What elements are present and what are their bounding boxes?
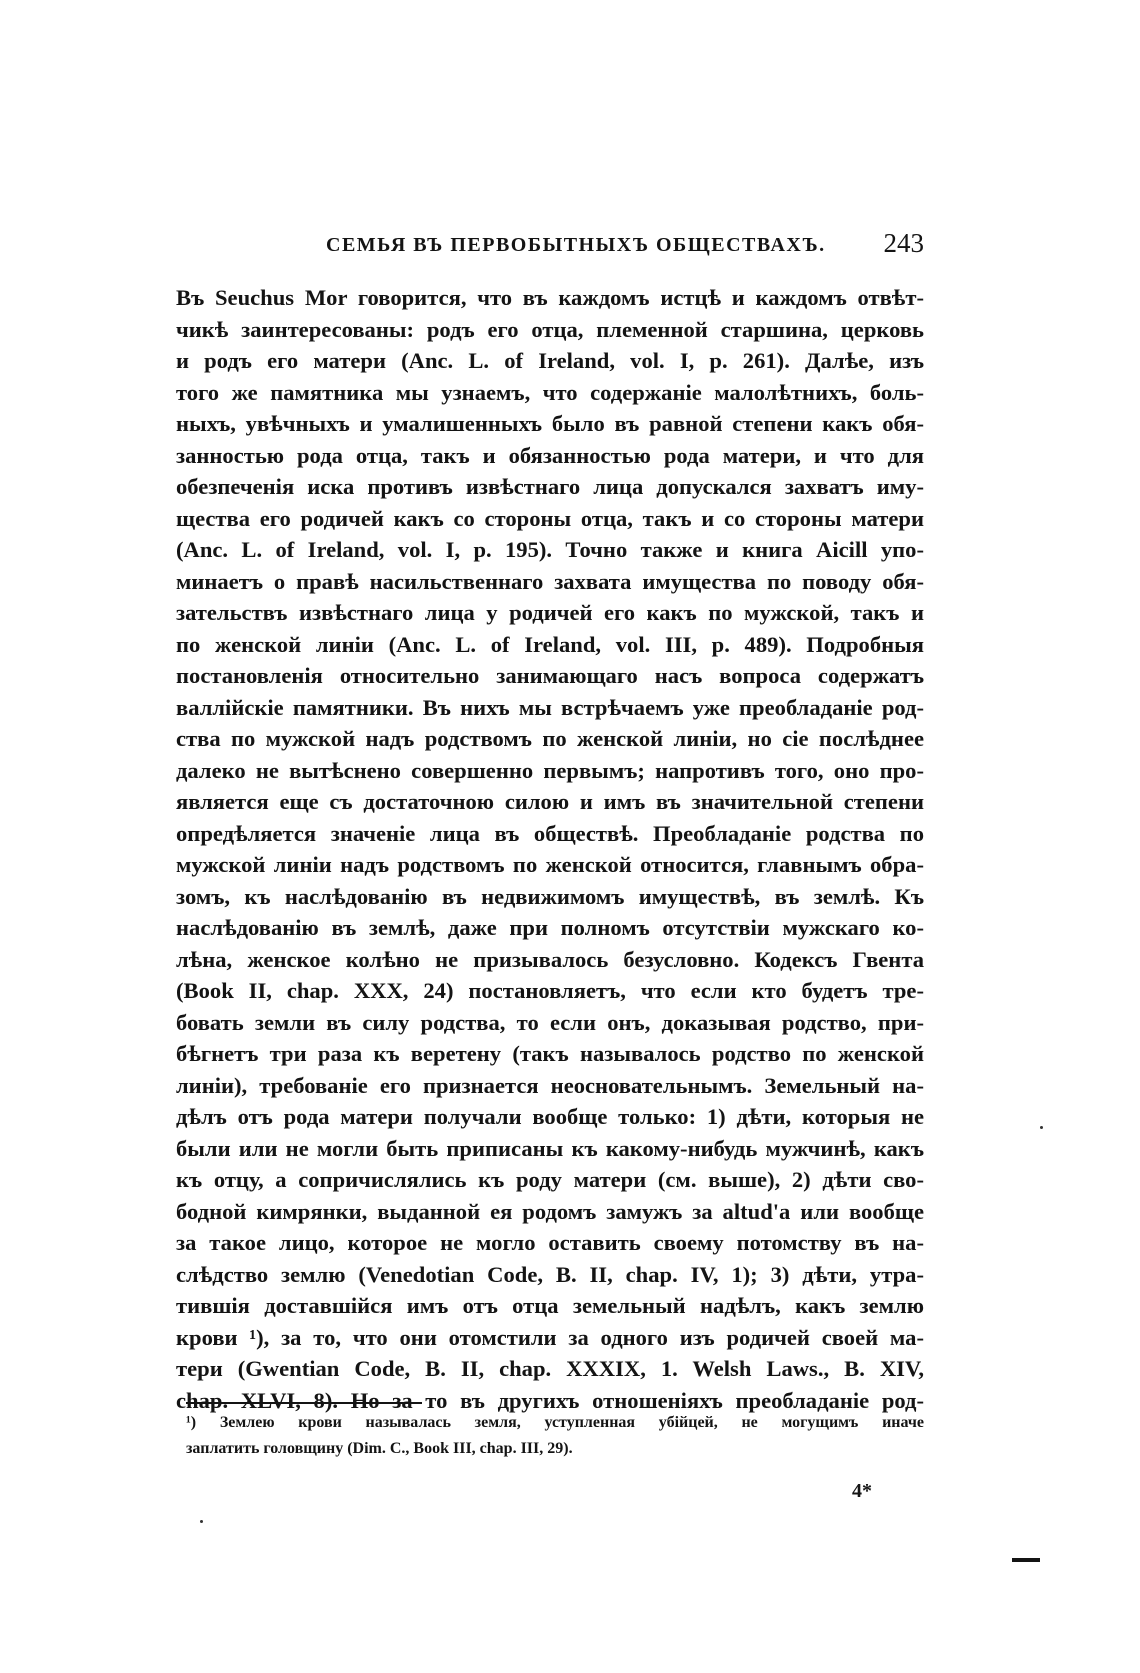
paper-speck bbox=[1040, 1126, 1043, 1129]
text-line: къ отцу, а сопричислялись къ роду матери (см. выше), 2) дѣти сво- bbox=[176, 1167, 924, 1192]
text-line: дѣлъ отъ рода матери получали вообще только: 1) дѣти, которыя не bbox=[176, 1104, 924, 1129]
text-line: зательствъ извѣстнаго лица у родичей его какъ по мужской, такъ и bbox=[176, 600, 924, 625]
text-line: тившія доставшійся имъ отъ отца земельный надѣлъ, какъ землю bbox=[176, 1293, 924, 1318]
text-line: (Book II, chap. XXX, 24) постановляетъ, что если кто будетъ тре- bbox=[176, 978, 924, 1003]
text-line: Въ Seuchus Mor говорится, что въ каждомъ истцѣ и каждомъ отвѣт- bbox=[176, 285, 924, 310]
text-line: занностью рода отца, такъ и обязанностью рода матери, и что для bbox=[176, 442, 924, 468]
text-line: по женской линіи (Anc. L. of Ireland, vol. III, p. 489). Подробныя bbox=[176, 631, 924, 657]
text-line: наслѣдованію въ землѣ, даже при полномъ отсутствіи мужскаго ко- bbox=[176, 915, 924, 940]
text-line: постановленія относительно занимающаго насъ вопроса содержатъ bbox=[176, 663, 924, 688]
footnote bbox=[186, 1410, 924, 1462]
text-line: мужской линіи надъ родствомъ по женской относится, главнымъ обра- bbox=[176, 852, 924, 877]
text-line: слѣдство землю (Venedotian Code, B. II, chap. IV, 1); 3) дѣти, утра- bbox=[176, 1261, 924, 1287]
text-line: крови ¹), за то, что они отомстили за одного изъ родичей своей ма- bbox=[176, 1324, 924, 1350]
paper-speck bbox=[200, 1520, 203, 1523]
text-line: за такое лицо, которое не могло оставить своему потомству въ на- bbox=[176, 1230, 924, 1255]
text-line: опредѣляется значеніе лица въ обществѣ. Преобладаніе родства по bbox=[176, 820, 924, 846]
text-line: того же памятника мы узнаемъ, что содержаніе малолѣтнихъ, боль- bbox=[176, 379, 924, 405]
text-line: бовать земли въ силу родства, то если онъ, доказывая родство, при- bbox=[176, 1009, 924, 1035]
text-line: бодной кимрянки, выданной ея родомъ замужъ за altud'а или вообще bbox=[176, 1198, 924, 1224]
running-head bbox=[176, 228, 924, 268]
text-line: ныхъ, увѣчныхъ и умалишенныхъ было въ равной степени какъ обя- bbox=[176, 411, 924, 436]
text-line: валлійскіе памятники. Въ нихъ мы встрѣчаемъ уже преобладаніе род- bbox=[176, 694, 924, 720]
text-line: бѣгнетъ три раза къ веретену (такъ называлось родство по женской bbox=[176, 1041, 924, 1066]
margin-dash bbox=[1012, 1558, 1040, 1562]
text-line: были или не могли быть приписаны къ какому-нибудь мужчинѣ, какъ bbox=[176, 1135, 924, 1161]
text-line: щества его родичей какъ со стороны отца, такъ и со стороны матери bbox=[176, 505, 924, 531]
text-line: минаетъ о правѣ насильственнаго захвата имущества по поводу обя- bbox=[176, 568, 924, 594]
body-text bbox=[176, 282, 924, 1413]
text-line: обезпеченія иска противъ извѣстнаго лица допускался захватъ иму- bbox=[176, 474, 924, 499]
text-line: и родъ его матери (Anc. L. of Ireland, vol. I, p. 261). Далѣе, изъ bbox=[176, 348, 924, 373]
text-line: тери (Gwentian Code, B. II, chap. XXXIX, 1. Welsh Laws., B. XIV, bbox=[176, 1356, 924, 1381]
text-line: ства по мужской надъ родствомъ по женской линіи, но сіе послѣднее bbox=[176, 726, 924, 751]
page-number: 243 bbox=[883, 228, 924, 258]
text-line: chap. XLVI, 8). Но за то въ другихъ отношеніяхъ преобладаніе род- bbox=[176, 1387, 924, 1413]
running-title: СЕМЬЯ ВЪ ПЕРВОБЫТНЫХЪ ОБЩЕСТВАХЪ. bbox=[326, 234, 826, 256]
text-line: зомъ, къ наслѣдованію въ недвижимомъ имуществѣ, въ землѣ. Къ bbox=[176, 883, 924, 909]
text-line: является еще съ достаточною силою и имъ въ значительной степени bbox=[176, 789, 924, 814]
text-line: линіи), требованіе его признается неосновательнымъ. Земельный на- bbox=[176, 1072, 924, 1098]
signature-mark: 4* bbox=[852, 1480, 872, 1502]
text-line: чикѣ заинтересованы: родъ его отца, племенной старшина, церковь bbox=[176, 316, 924, 342]
footnote-divider bbox=[186, 1402, 422, 1404]
text-line: (Anc. L. of Ireland, vol. I, p. 195). Точно также и книга Aicill упо- bbox=[176, 537, 924, 562]
text-line: лѣна, женское колѣно не призывалось безусловно. Кодексъ Гвента bbox=[176, 946, 924, 972]
text-line: далеко не вытѣснено совершенно первымъ; напротивъ того, оно про- bbox=[176, 757, 924, 783]
footnote-line: заплатить головщину (Dim. C., Book III, chap. III, 29). bbox=[186, 1440, 573, 1457]
footnote-line: ¹) Землею крови называлась земля, уступленная убійцей, не могущимъ иначе bbox=[186, 1414, 924, 1431]
